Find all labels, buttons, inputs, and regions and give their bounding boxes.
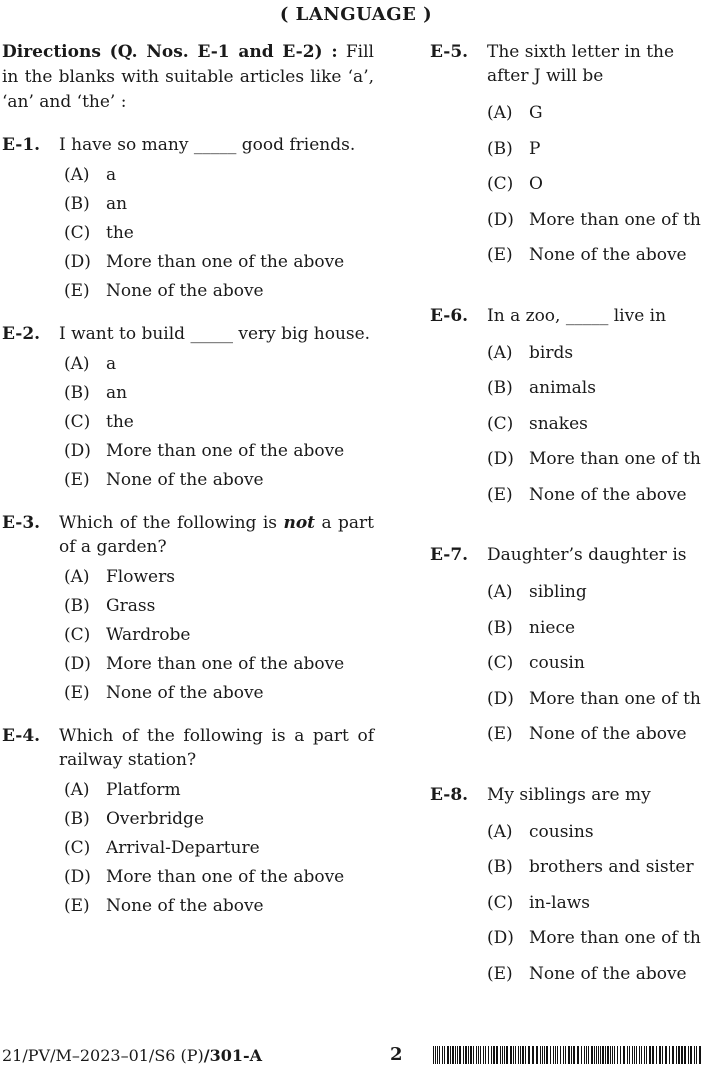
option-label: (C) [487, 413, 514, 434]
option-text: sibling [529, 582, 587, 602]
option-text: None of the above [529, 724, 687, 744]
option-label: (A) [64, 567, 90, 587]
option [64, 350, 374, 379]
option [487, 815, 712, 851]
option [487, 646, 712, 682]
option-label: (E) [487, 245, 513, 265]
question-e3 [2, 511, 374, 708]
option [64, 379, 374, 408]
option [487, 336, 712, 372]
option [64, 248, 374, 277]
option-text: More than one of th [529, 928, 701, 948]
left-column [2, 40, 374, 937]
question-number: E-3. [2, 513, 41, 533]
option [487, 167, 712, 203]
option-label: (D) [487, 449, 514, 469]
question-e6 [430, 304, 712, 514]
footer-code [2, 1046, 262, 1065]
option-label: (B) [487, 857, 513, 877]
directions-text: Fill in the blanks with suitable articles like ‘a’, ‘an’ and ‘the’ : [2, 42, 374, 112]
option [487, 478, 712, 514]
option-text: Wardrobe [106, 625, 191, 645]
option-label: (C) [487, 892, 514, 913]
right-column [430, 40, 712, 1022]
question-number: E-1. [2, 135, 41, 155]
question-e1 [2, 133, 374, 306]
option-label: (E) [487, 963, 513, 984]
option-text: O [529, 174, 543, 194]
option [64, 776, 374, 805]
option [64, 621, 374, 650]
option-text: birds [529, 342, 574, 363]
option [64, 863, 374, 892]
option-text: cousins [529, 821, 594, 842]
question-text: I want to build _____ very big house. [59, 324, 371, 344]
option [487, 886, 712, 922]
option [487, 407, 712, 443]
option-label: (D) [64, 252, 91, 272]
question-text [487, 40, 712, 88]
option-label: (B) [64, 383, 90, 403]
option-text: None of the above [106, 470, 264, 490]
option-text: None of the above [529, 963, 687, 984]
option-text: in-laws [529, 892, 590, 913]
option-label: (A) [487, 821, 513, 842]
option-label: (C) [487, 653, 514, 673]
option-label: (C) [487, 174, 514, 194]
option-text: P [529, 138, 541, 159]
option [487, 717, 712, 753]
option-label: (A) [64, 780, 90, 800]
option [487, 682, 712, 718]
question-number: E-7. [430, 545, 469, 565]
option-label: (B) [64, 596, 90, 616]
question-e2 [2, 322, 374, 495]
option [487, 371, 712, 407]
option-label: (E) [64, 281, 90, 301]
option [64, 650, 374, 679]
question-text: My siblings are my [487, 784, 651, 805]
barcode [433, 1046, 703, 1064]
option-text: None of the above [106, 683, 264, 703]
option-text: Arrival-Departure [106, 838, 260, 858]
option [487, 96, 712, 132]
question-number: E-5. [430, 42, 469, 62]
question-e4 [2, 724, 374, 921]
question-number: E-6. [430, 305, 469, 326]
footer-code-prefix: 21/PV/M–2023–01/S6 (P) [2, 1046, 204, 1065]
option-label: (B) [487, 617, 513, 638]
directions-label: Directions (Q. Nos. E-1 and E-2) : [2, 42, 338, 62]
option-label: (D) [64, 441, 91, 461]
option-text: More than one of th [529, 209, 701, 230]
question-line-2: after J will be [487, 66, 604, 86]
question-text [59, 511, 374, 559]
option-label: (A) [64, 354, 90, 374]
option-label: (A) [487, 342, 513, 363]
option-label: (D) [487, 688, 514, 709]
option-text: Platform [106, 780, 181, 800]
option-label: (E) [487, 484, 513, 505]
option-label: (D) [64, 867, 91, 887]
option [64, 161, 374, 190]
option [487, 957, 712, 993]
option [487, 611, 712, 647]
option-label: (B) [487, 378, 513, 398]
question-e7 [430, 543, 712, 753]
option-text: G [529, 103, 543, 123]
option [64, 277, 374, 306]
option [487, 442, 712, 478]
footer-code-suffix: /301-A [203, 1046, 263, 1065]
question-number: E-4. [2, 726, 41, 746]
option [64, 408, 374, 437]
question-text: Which of the following is a part of railway station? [59, 726, 374, 770]
question-text: I have so many _____ good friends. [59, 135, 356, 155]
question-number: E-2. [2, 324, 41, 344]
option-text: brothers and sister [529, 857, 694, 877]
option-label: (C) [64, 223, 91, 243]
option-label: (D) [64, 654, 91, 674]
question-number: E-8. [430, 784, 469, 805]
option-text: the [106, 223, 134, 243]
option-text: snakes [529, 413, 588, 434]
option-label: (C) [64, 412, 91, 432]
question-text: In a zoo, _____ live in [487, 305, 667, 326]
option [487, 203, 712, 239]
option-label: (E) [64, 470, 90, 490]
option-label: (E) [64, 896, 90, 916]
page-title: ( LANGUAGE ) [279, 4, 433, 25]
option-label: (D) [487, 209, 514, 230]
option-text: cousin [529, 653, 585, 673]
option-text: Overbridge [106, 809, 204, 829]
option [64, 592, 374, 621]
option-label: (B) [64, 809, 90, 829]
option-text: Flowers [106, 567, 175, 587]
option-label: (D) [487, 928, 514, 948]
option-text: Grass [106, 596, 156, 616]
option-label: (B) [487, 138, 513, 159]
question-e5 [430, 40, 712, 274]
option-text: the [106, 412, 134, 432]
option [64, 892, 374, 921]
option-label: (C) [64, 838, 91, 858]
option-text: More than one of th [529, 449, 701, 469]
option-text: a [106, 354, 117, 374]
option-text: niece [529, 617, 576, 638]
option-label: (E) [487, 724, 513, 744]
question-emphasis: not [283, 513, 316, 533]
option [487, 238, 712, 274]
option-text: None of the above [529, 484, 687, 505]
option [64, 219, 374, 248]
option-text: an [106, 194, 128, 214]
option-text: More than one of the above [106, 867, 345, 887]
option-text: More than one of the above [106, 252, 345, 272]
option-label: (A) [64, 165, 90, 185]
option [64, 563, 374, 592]
page-number: 2 [390, 1044, 403, 1065]
option-text: None of the above [106, 281, 264, 301]
option-label: (E) [64, 683, 90, 703]
option-text: More than one of the above [106, 654, 345, 674]
option [64, 834, 374, 863]
question-text-after: a part of a garden? [59, 513, 374, 557]
option [487, 575, 712, 611]
option [64, 437, 374, 466]
option [64, 805, 374, 834]
option-text: a [106, 165, 117, 185]
option [487, 132, 712, 168]
question-text: Daughter’s daughter is [487, 545, 687, 565]
option-text: More than one of th [529, 688, 701, 709]
option [64, 679, 374, 708]
option [64, 190, 374, 219]
question-line-1: The sixth letter in the [487, 42, 675, 62]
option [64, 466, 374, 495]
option-text: None of the above [529, 245, 687, 265]
option [487, 850, 712, 886]
option-label: (B) [64, 194, 90, 214]
option [487, 921, 712, 957]
option-text: None of the above [106, 896, 264, 916]
question-e8 [430, 783, 712, 993]
option-label: (A) [487, 103, 513, 123]
option-label: (C) [64, 625, 91, 645]
option-label: (A) [487, 582, 513, 602]
directions [2, 40, 374, 115]
option-text: an [106, 383, 128, 403]
option-text: More than one of the above [106, 441, 345, 461]
question-text-before: Which of the following is [59, 513, 284, 533]
option-text: animals [529, 378, 596, 398]
